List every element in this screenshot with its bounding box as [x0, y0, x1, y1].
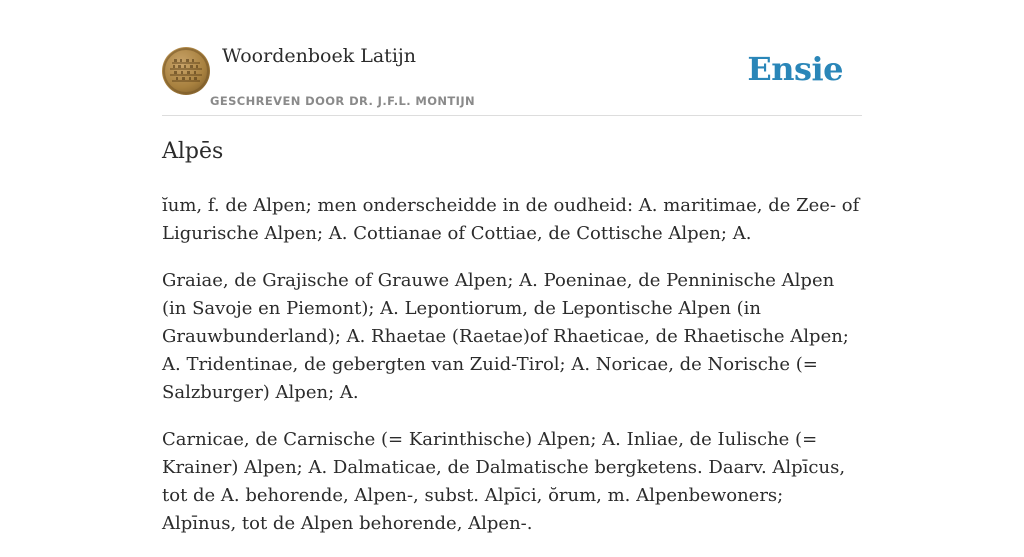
- definition-paragraph: ĭum, f. de Alpen; men onderscheidde in de oudheid: A. maritimae, de Zee- of Ligurische Alpen; A. Cottianae of Cottiae, de Cottische Alpen; A.: [162, 195, 860, 244]
- ancient-coin-icon[interactable]: [162, 47, 210, 95]
- definition-paragraph: Carnicae, de Carnische (= Karinthische) Alpen; A. Inliae, de Iulische (= Krainer) Alpen; A. Dalmaticae, de Dalmatische bergketens. Daarv. Alpīcus, tot de A. behorende, Alpen-, subst. Alpīci, ŏrum, m. Alpenbewoners; Alpīnus, tot de Alpen behorende, Alpen-.: [162, 429, 846, 534]
- book-title[interactable]: Woordenboek Latijn: [222, 45, 417, 67]
- entry-headword: Alpēs: [162, 139, 224, 164]
- header-divider: [162, 115, 862, 116]
- brand-logo[interactable]: Ensie: [747, 50, 843, 88]
- definition-paragraph: Graiae, de Grajische of Grauwe Alpen; A. Poeninae, de Penninische Alpen (in Savoje en Piemont); A. Lepontiorum, de Lepontische Alpen (in Grauwbunderland); A. Rhaetae (Raetae)of Rhaeticae, de Rhaetische Alpen; A. Tridentinae, de gebergten van Zuid-Tirol; A. Noricae, de Norische (= Salzburger) Alpen; A.: [162, 270, 849, 403]
- entry-definition: [162, 192, 862, 557]
- author-line: GESCHREVEN DOOR DR. J.F.L. MONTIJN: [210, 94, 476, 108]
